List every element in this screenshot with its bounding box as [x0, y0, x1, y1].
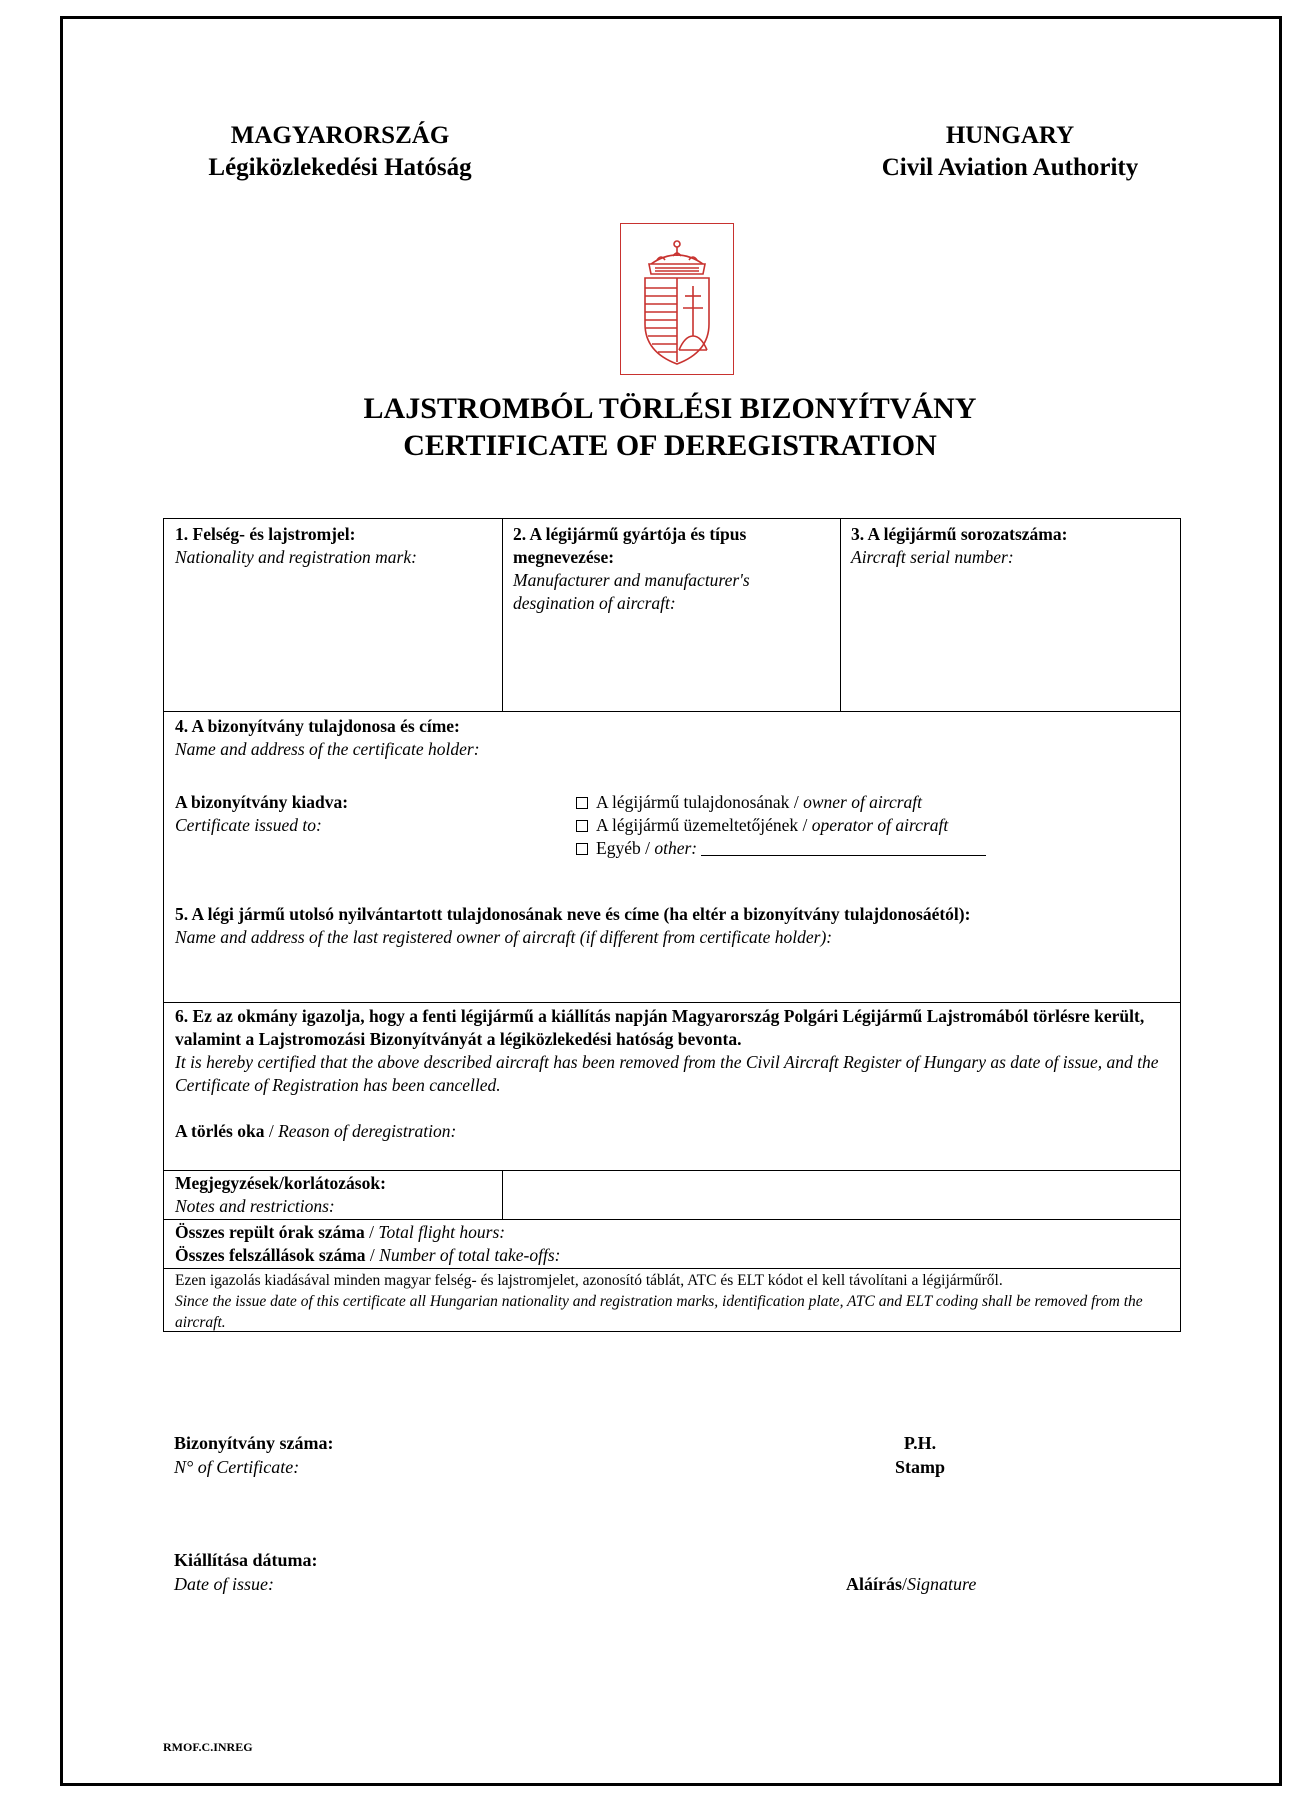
stamp-sublabel: Stamp [894, 1457, 945, 1477]
header-authority-en: Civil Aviation Authority [881, 154, 1139, 181]
removal-disclaimer [175, 1270, 1165, 1333]
signature-label-hu: Aláírás [846, 1574, 902, 1594]
disclaimer-en: Since the issue date of this certificate all Hungarian nationality and registration marks, identification plate, ATC and ELT coding shall be removed from the aircraft. [175, 1293, 1143, 1331]
divider [164, 1002, 1180, 1003]
field-serial-number [851, 523, 1171, 569]
field-2-label: 2. A légijármű gyártója és típus megnevezése: [513, 524, 747, 567]
title-hungarian: LAJSTROMBÓL TÖRLÉSI BIZONYÍTVÁNY [363, 392, 977, 425]
disclaimer-hu: Ezen igazolás kiadásával minden magyar felség- és lajstromjelet, azonosító táblát, ATC és ELT kódot el kell távolítani a légijárműről. [175, 1272, 1003, 1289]
reason-label-hu: A törlés oka [175, 1121, 265, 1141]
issue-date-sublabel: Date of issue: [174, 1574, 274, 1594]
field-2-sublabel: Manufacturer and manufacturer's desgination of aircraft: [513, 570, 750, 613]
certificate-number-block [174, 1431, 574, 1479]
hours-label-hu: Összes repült órak száma [175, 1222, 365, 1242]
hours-label-en: Total flight hours: [378, 1222, 506, 1242]
hungarian-coat-of-arms-icon [620, 223, 734, 375]
field-1-sublabel: Nationality and registration mark: [175, 547, 417, 567]
header-authority-hu: Légiközlekedési Hatóság [208, 154, 472, 181]
takeoffs-label-hu: Összes felszállások száma [175, 1245, 366, 1265]
separator: / [798, 815, 812, 835]
issued-to-block [175, 791, 555, 837]
separator: / [789, 792, 804, 812]
field-3-label: 3. A légijármű sorozatszáma: [851, 524, 1068, 544]
field-4-sublabel: Name and address of the certificate holder: [175, 739, 480, 759]
total-flight-hours [175, 1221, 1075, 1244]
option-other-hu: Egyéb [596, 838, 641, 858]
title-english: CERTIFICATE OF DEREGISTRATION [403, 429, 937, 462]
separator: / [902, 1574, 908, 1594]
field-manufacturer [513, 523, 831, 615]
issued-to-options [576, 791, 1136, 860]
field-registration-mark [175, 523, 495, 569]
stamp-label: P.H. [903, 1433, 937, 1453]
signature-block [846, 1572, 1146, 1596]
field-last-owner [175, 903, 1170, 949]
certificate-form-table [163, 518, 1181, 1332]
reason-label-en: Reason of deregistration: [278, 1121, 457, 1141]
field-4-label: 4. A bizonyítvány tulajdonosa és címe: [175, 716, 460, 736]
field-notes [175, 1172, 495, 1218]
divider [502, 519, 503, 711]
option-operator[interactable] [576, 814, 1136, 837]
issued-to-sublabel: Certificate issued to: [175, 815, 322, 835]
option-owner[interactable] [576, 791, 1136, 814]
field-1-label: 1. Felség- és lajstromjel: [175, 524, 356, 544]
divider [164, 1170, 1180, 1171]
option-operator-hu: A légijármű üzemeltetőjének [596, 815, 799, 835]
field-certificate-holder [175, 715, 1165, 761]
separator: / [364, 1222, 379, 1242]
notes-label: Megjegyzések/korlátozások: [175, 1173, 386, 1193]
divider [840, 519, 841, 711]
option-owner-hu: A légijármű tulajdonosának [596, 792, 790, 812]
signature-label-en: Signature [907, 1574, 977, 1594]
header-english [855, 120, 1165, 184]
checkbox-owner[interactable] [576, 797, 588, 809]
field-certification-statement [175, 1005, 1170, 1097]
form-code: RMOF.C.INREG [163, 1740, 253, 1754]
option-other[interactable] [576, 837, 1136, 860]
checkbox-operator[interactable] [576, 820, 588, 832]
deregistration-reason [175, 1120, 1170, 1143]
takeoffs-label-en: Number of total take-offs: [379, 1245, 561, 1265]
field-flight-totals [175, 1221, 1075, 1267]
notes-sublabel: Notes and restrictions: [175, 1196, 335, 1216]
option-owner-en: owner of aircraft [803, 792, 922, 812]
total-takeoffs [175, 1244, 1075, 1267]
certificate-number-label: Bizonyítvány száma: [174, 1433, 334, 1453]
option-operator-en: operator of aircraft [811, 815, 949, 835]
divider [164, 1219, 1180, 1220]
header-country-en: HUNGARY [945, 122, 1075, 149]
separator: / [640, 838, 655, 858]
certificate-number-sublabel: N° of Certificate: [174, 1457, 300, 1477]
issue-date-block [174, 1548, 574, 1596]
stamp-block [840, 1431, 1000, 1479]
header-hungarian [170, 120, 510, 184]
field-3-sublabel: Aircraft serial number: [851, 547, 1014, 567]
divider [164, 1268, 1180, 1269]
separator: / [365, 1245, 380, 1265]
issued-to-label: A bizonyítvány kiadva: [175, 792, 349, 812]
divider [164, 711, 1180, 712]
field-5-label: 5. A légi jármű utolsó nyilvántartott tulajdonosának neve és címe (ha eltér a bizonyítvány tulajdonosáétól): [175, 904, 971, 924]
field-5-sublabel: Name and address of the last registered owner of aircraft (if different from certificate holder): [175, 927, 833, 947]
field-6-sublabel: It is hereby certified that the above described aircraft has been removed from the Civil Aircraft Register of Hungary as date of issue, and the Certificate of Registration has been cancelled. [175, 1052, 1159, 1095]
header-country-hu: MAGYARORSZÁG [230, 122, 450, 149]
issue-date-label: Kiállítása dátuma: [174, 1550, 318, 1570]
other-input-line[interactable] [701, 841, 986, 856]
checkbox-other[interactable] [576, 843, 588, 855]
field-6-label: 6. Ez az okmány igazolja, hogy a fenti légijármű a kiállítás napján Magyarország Polgári Légijármű Lajstromából törlésre került, valamint a Lajstromozási Bizonyítványát a légiközlekedési hatóság bevonta. [175, 1006, 1145, 1049]
separator: / [264, 1121, 279, 1141]
divider [502, 1170, 503, 1219]
document-title [230, 390, 1110, 464]
option-other-en: other: [654, 838, 698, 858]
